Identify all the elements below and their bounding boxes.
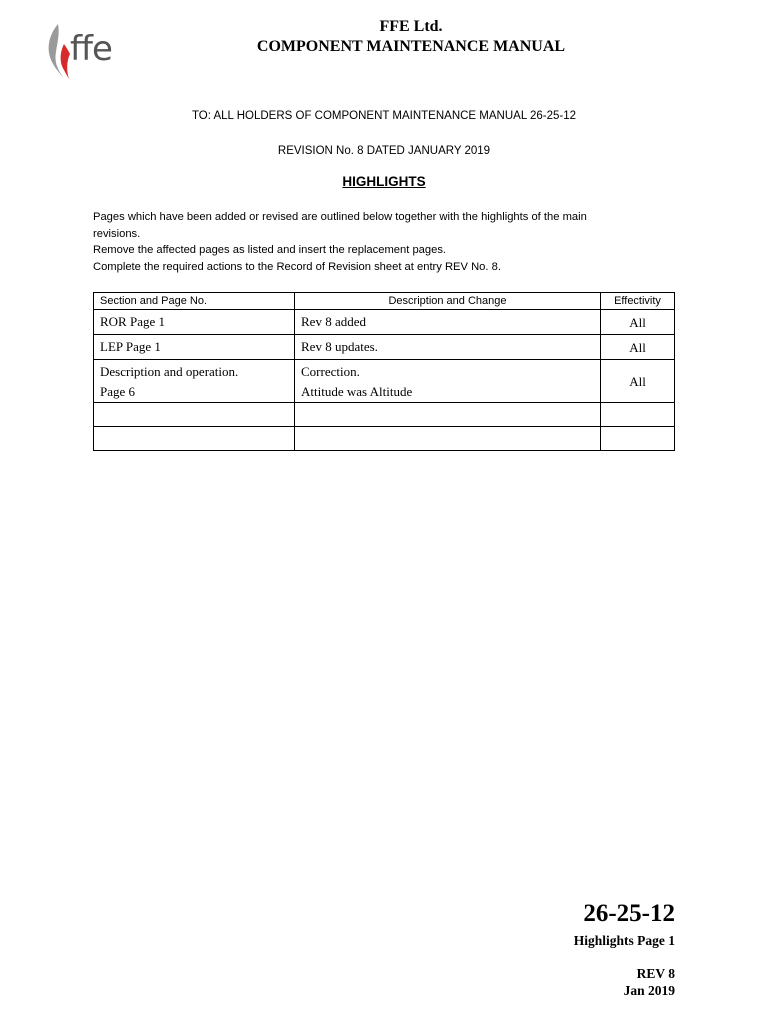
cell-description (295, 403, 601, 427)
table-row (94, 360, 675, 403)
paragraph-line: Complete the required actions to the Record of Revision sheet at entry REV No. 8. (93, 260, 501, 273)
header-description: Description and Change (295, 293, 601, 310)
table-row (94, 403, 675, 427)
table-row (94, 427, 675, 451)
cell-description (295, 310, 601, 335)
page-label: Highlights Page 1 (573, 933, 675, 948)
cell-description (295, 360, 601, 403)
paragraph-line: Remove the affected pages as listed and insert the replacement pages. (93, 244, 447, 256)
highlights-heading (0, 174, 768, 189)
revision-line: REVISION No. 8 DATED JANUARY 2019 (277, 145, 491, 157)
cell-line: ROR Page 1 (100, 314, 165, 329)
cell-effectivity: All (601, 335, 675, 360)
cell-line: Rev 8 added (301, 314, 366, 329)
paragraph-line: revisions. (93, 227, 141, 240)
cell-line: Page 6 (100, 384, 136, 399)
cell-section (94, 335, 295, 360)
revision-date: Jan 2019 (623, 983, 675, 998)
table-row (94, 335, 675, 360)
cell-line: Correction. (301, 364, 360, 379)
document-number: 26-25-12 (583, 900, 675, 927)
header-section: Section and Page No. (94, 293, 295, 310)
cell-effectivity (601, 403, 675, 427)
highlights-heading-text: HIGHLIGHTS (342, 174, 426, 189)
company-name: FFE Ltd. (379, 18, 443, 35)
cell-line: LEP Page 1 (100, 339, 161, 354)
cell-section (94, 310, 295, 335)
revision-label: REV 8 (636, 966, 675, 981)
cell-line: Rev 8 updates. (301, 339, 378, 354)
cell-effectivity: All (601, 310, 675, 335)
cell-effectivity (601, 427, 675, 451)
cell-line: Attitude was Altitude (301, 384, 413, 399)
table-header-row (94, 293, 675, 310)
instructions-paragraph (93, 209, 683, 275)
header-effectivity: Effectivity (601, 293, 675, 310)
cell-line: Description and operation. (100, 364, 239, 379)
cell-effectivity: All (601, 360, 675, 403)
cell-section (94, 403, 295, 427)
highlights-table (93, 292, 675, 451)
cell-description (295, 335, 601, 360)
cell-description (295, 427, 601, 451)
to-line: TO: ALL HOLDERS OF COMPONENT MAINTENANCE MANUAL 26-25-12 (191, 110, 577, 122)
logo-wordmark: ffe (70, 29, 112, 69)
cell-section (94, 360, 295, 403)
manual-title: COMPONENT MAINTENANCE MANUAL (256, 38, 566, 55)
cell-section (94, 427, 295, 451)
paragraph-line: Pages which have been added or revised are outlined below together with the highlights of the main (93, 211, 587, 223)
table-row (94, 310, 675, 335)
